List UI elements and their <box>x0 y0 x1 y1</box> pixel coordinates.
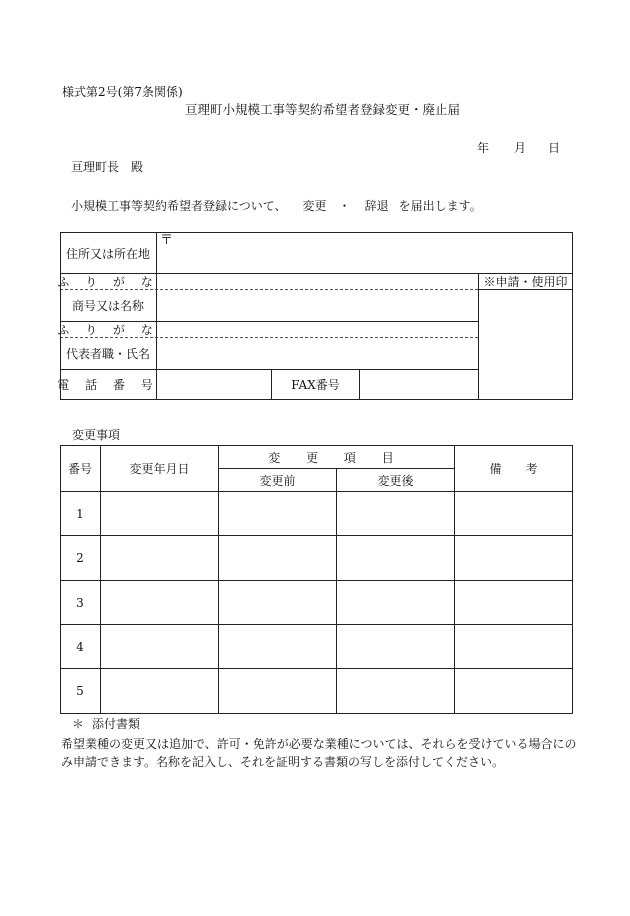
col-before-header: 変更前 <box>259 473 296 488</box>
option-separator: ・ <box>338 199 351 213</box>
col-items-header: 変 更 項 目 <box>268 450 405 465</box>
col-after-header: 変更後 <box>377 473 414 488</box>
attachment-note <box>72 718 140 730</box>
representative-furigana-field[interactable] <box>157 322 477 337</box>
row-number: 5 <box>76 684 84 698</box>
postal-mark: 〒 <box>160 233 174 248</box>
form-number: 様式第2号(第7条関係) <box>62 85 183 99</box>
changes-section-title: 変更事項 <box>72 428 121 442</box>
seal-label: ※申請・使用印 <box>483 275 568 289</box>
row-number: 3 <box>76 595 84 610</box>
representative-field[interactable] <box>157 338 477 369</box>
furigana-label-representative: ふ り が な <box>57 323 159 337</box>
representative-label: 代表者職・氏名 <box>65 347 150 361</box>
row-number: 4 <box>76 639 84 654</box>
business-furigana-field[interactable] <box>157 274 477 289</box>
form-title: 亘理町小規模工事等契約希望者登録変更・廃止届 <box>185 102 461 117</box>
col-remarks-header: 備 考 <box>489 462 538 476</box>
phone-label: 電 話 番 号 <box>57 378 159 392</box>
statement-text <box>71 200 482 212</box>
seal-area[interactable] <box>479 290 572 398</box>
row-number: 1 <box>76 506 84 521</box>
addressee: 亘理町長 殿 <box>71 160 144 174</box>
furigana-label-business: ふ り が な <box>57 275 159 289</box>
fax-field[interactable] <box>360 370 477 399</box>
col-number-header: 番号 <box>67 462 92 476</box>
row-number: 2 <box>76 551 84 565</box>
note-line-1: 希望業種の変更又は追加で、許可・免許が必要な業種については、それらを受けている場合にの <box>61 737 577 751</box>
statement-before: 小規模工事等契約希望者登録について、 <box>71 199 287 213</box>
address-field[interactable] <box>176 234 571 272</box>
business-name-label: 商号又は名称 <box>71 299 144 313</box>
business-name-field[interactable] <box>157 290 477 321</box>
phone-field[interactable] <box>157 370 270 399</box>
date-day-label: 日 <box>548 141 561 155</box>
fax-label: FAX番号 <box>291 378 340 392</box>
attachment-title: 添付書類 <box>92 717 141 731</box>
note-line-2: み申請できます。名称を記入し、それを証明する書類の写しを添付してください。 <box>61 755 505 769</box>
address-label: 住所又は所在地 <box>65 246 150 261</box>
date-month-label: 月 <box>514 141 527 155</box>
col-date-header: 変更年月日 <box>129 462 190 476</box>
date-year-label: 年 <box>477 141 490 155</box>
option-withdraw: 辞退 <box>364 199 389 213</box>
attachment-mark: ＊ <box>72 717 85 731</box>
option-change: 変更 <box>302 199 327 213</box>
statement-after: を届出します。 <box>398 199 482 213</box>
